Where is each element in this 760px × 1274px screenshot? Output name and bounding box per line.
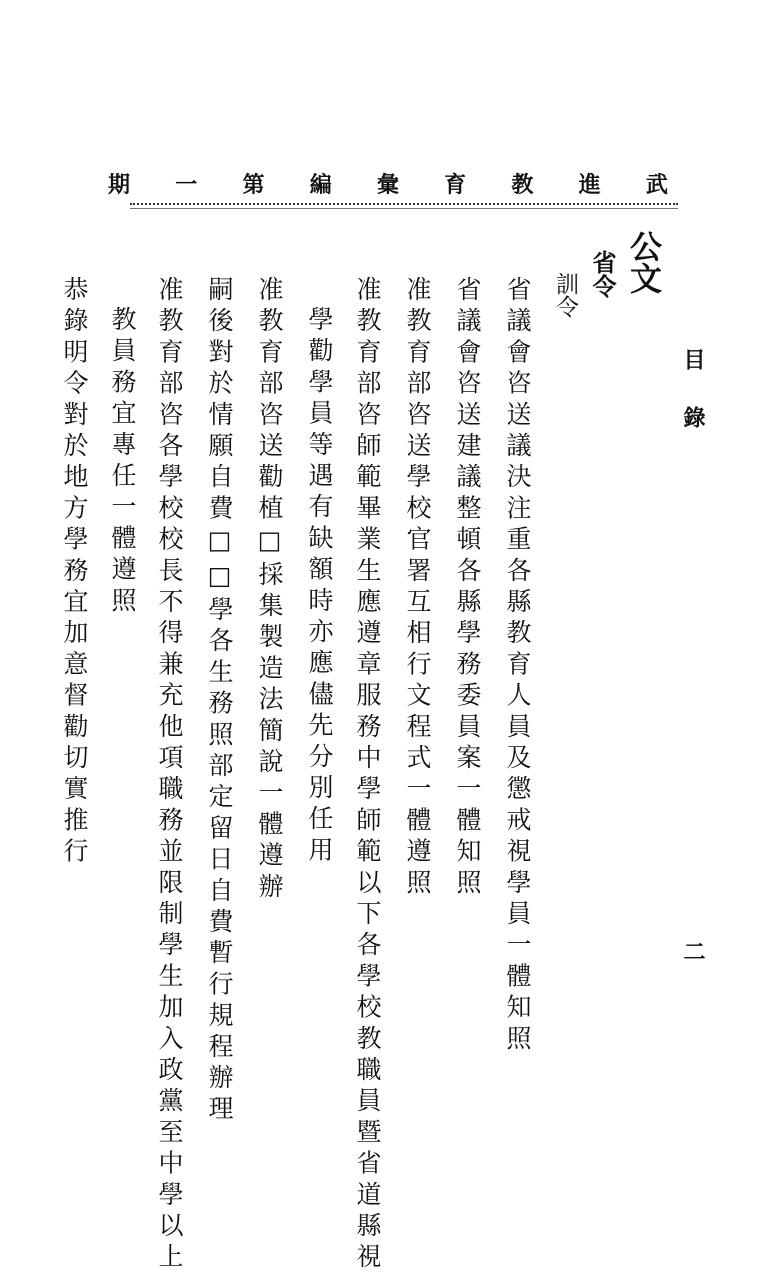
header-glyph: 武 bbox=[645, 172, 668, 198]
toc-entry: 省議會咨送議決注重各縣教育人員及懲戒視學員一體知照 bbox=[503, 276, 532, 1056]
header-rule bbox=[130, 203, 678, 205]
toc-entry: 准教育部咨師範畢業生應遵章服務中學師範以下各學校教職員暨省道縣視 bbox=[353, 276, 382, 1274]
running-header bbox=[108, 168, 668, 199]
header-glyph: 編 bbox=[309, 172, 332, 198]
subsection-title: 省令 bbox=[588, 250, 617, 298]
toc-entry: 准教育部咨送勸植□採集製造法簡說一體遵辦 bbox=[255, 276, 284, 904]
toc-entry: 嗣後對於情願自費□□學各生務照部定留日自費暫行規程辦理 bbox=[205, 276, 234, 1127]
header-glyph: 教 bbox=[511, 172, 534, 198]
header-glyph: 育 bbox=[444, 172, 467, 198]
toc-entry-continuation: 學勸學員等遇有缺額時亦應儘先分別任用 bbox=[305, 306, 334, 868]
toc-entry-continuation: 教員務宜專任一體遵照 bbox=[108, 306, 137, 618]
toc-entry: 省議會咨送建議整頓各縣學務委員案一體知照 bbox=[453, 276, 482, 900]
table-of-contents-label: 目錄 bbox=[680, 348, 706, 464]
header-glyph: 第 bbox=[242, 172, 265, 198]
category-title: 訓令 bbox=[552, 272, 578, 318]
section-title: 公文 bbox=[625, 230, 663, 294]
toc-entry: 准教育部咨送學校官署互相行文程式一體遵照 bbox=[403, 276, 432, 900]
header-glyph: 彙 bbox=[376, 172, 399, 198]
header-rule-thin bbox=[130, 208, 678, 209]
toc-entry: 恭錄明令對於地方學務宜加意督勸切實推行 bbox=[60, 276, 89, 869]
header-glyph: 進 bbox=[578, 172, 601, 198]
header-glyph: 一 bbox=[175, 172, 198, 198]
header-glyph: 期 bbox=[108, 172, 131, 198]
page-number: 二 bbox=[680, 940, 706, 962]
toc-entry: 准教育部咨各學校校長不得兼充他項職務並限制學生加入政黨至中學以上 bbox=[155, 276, 184, 1274]
